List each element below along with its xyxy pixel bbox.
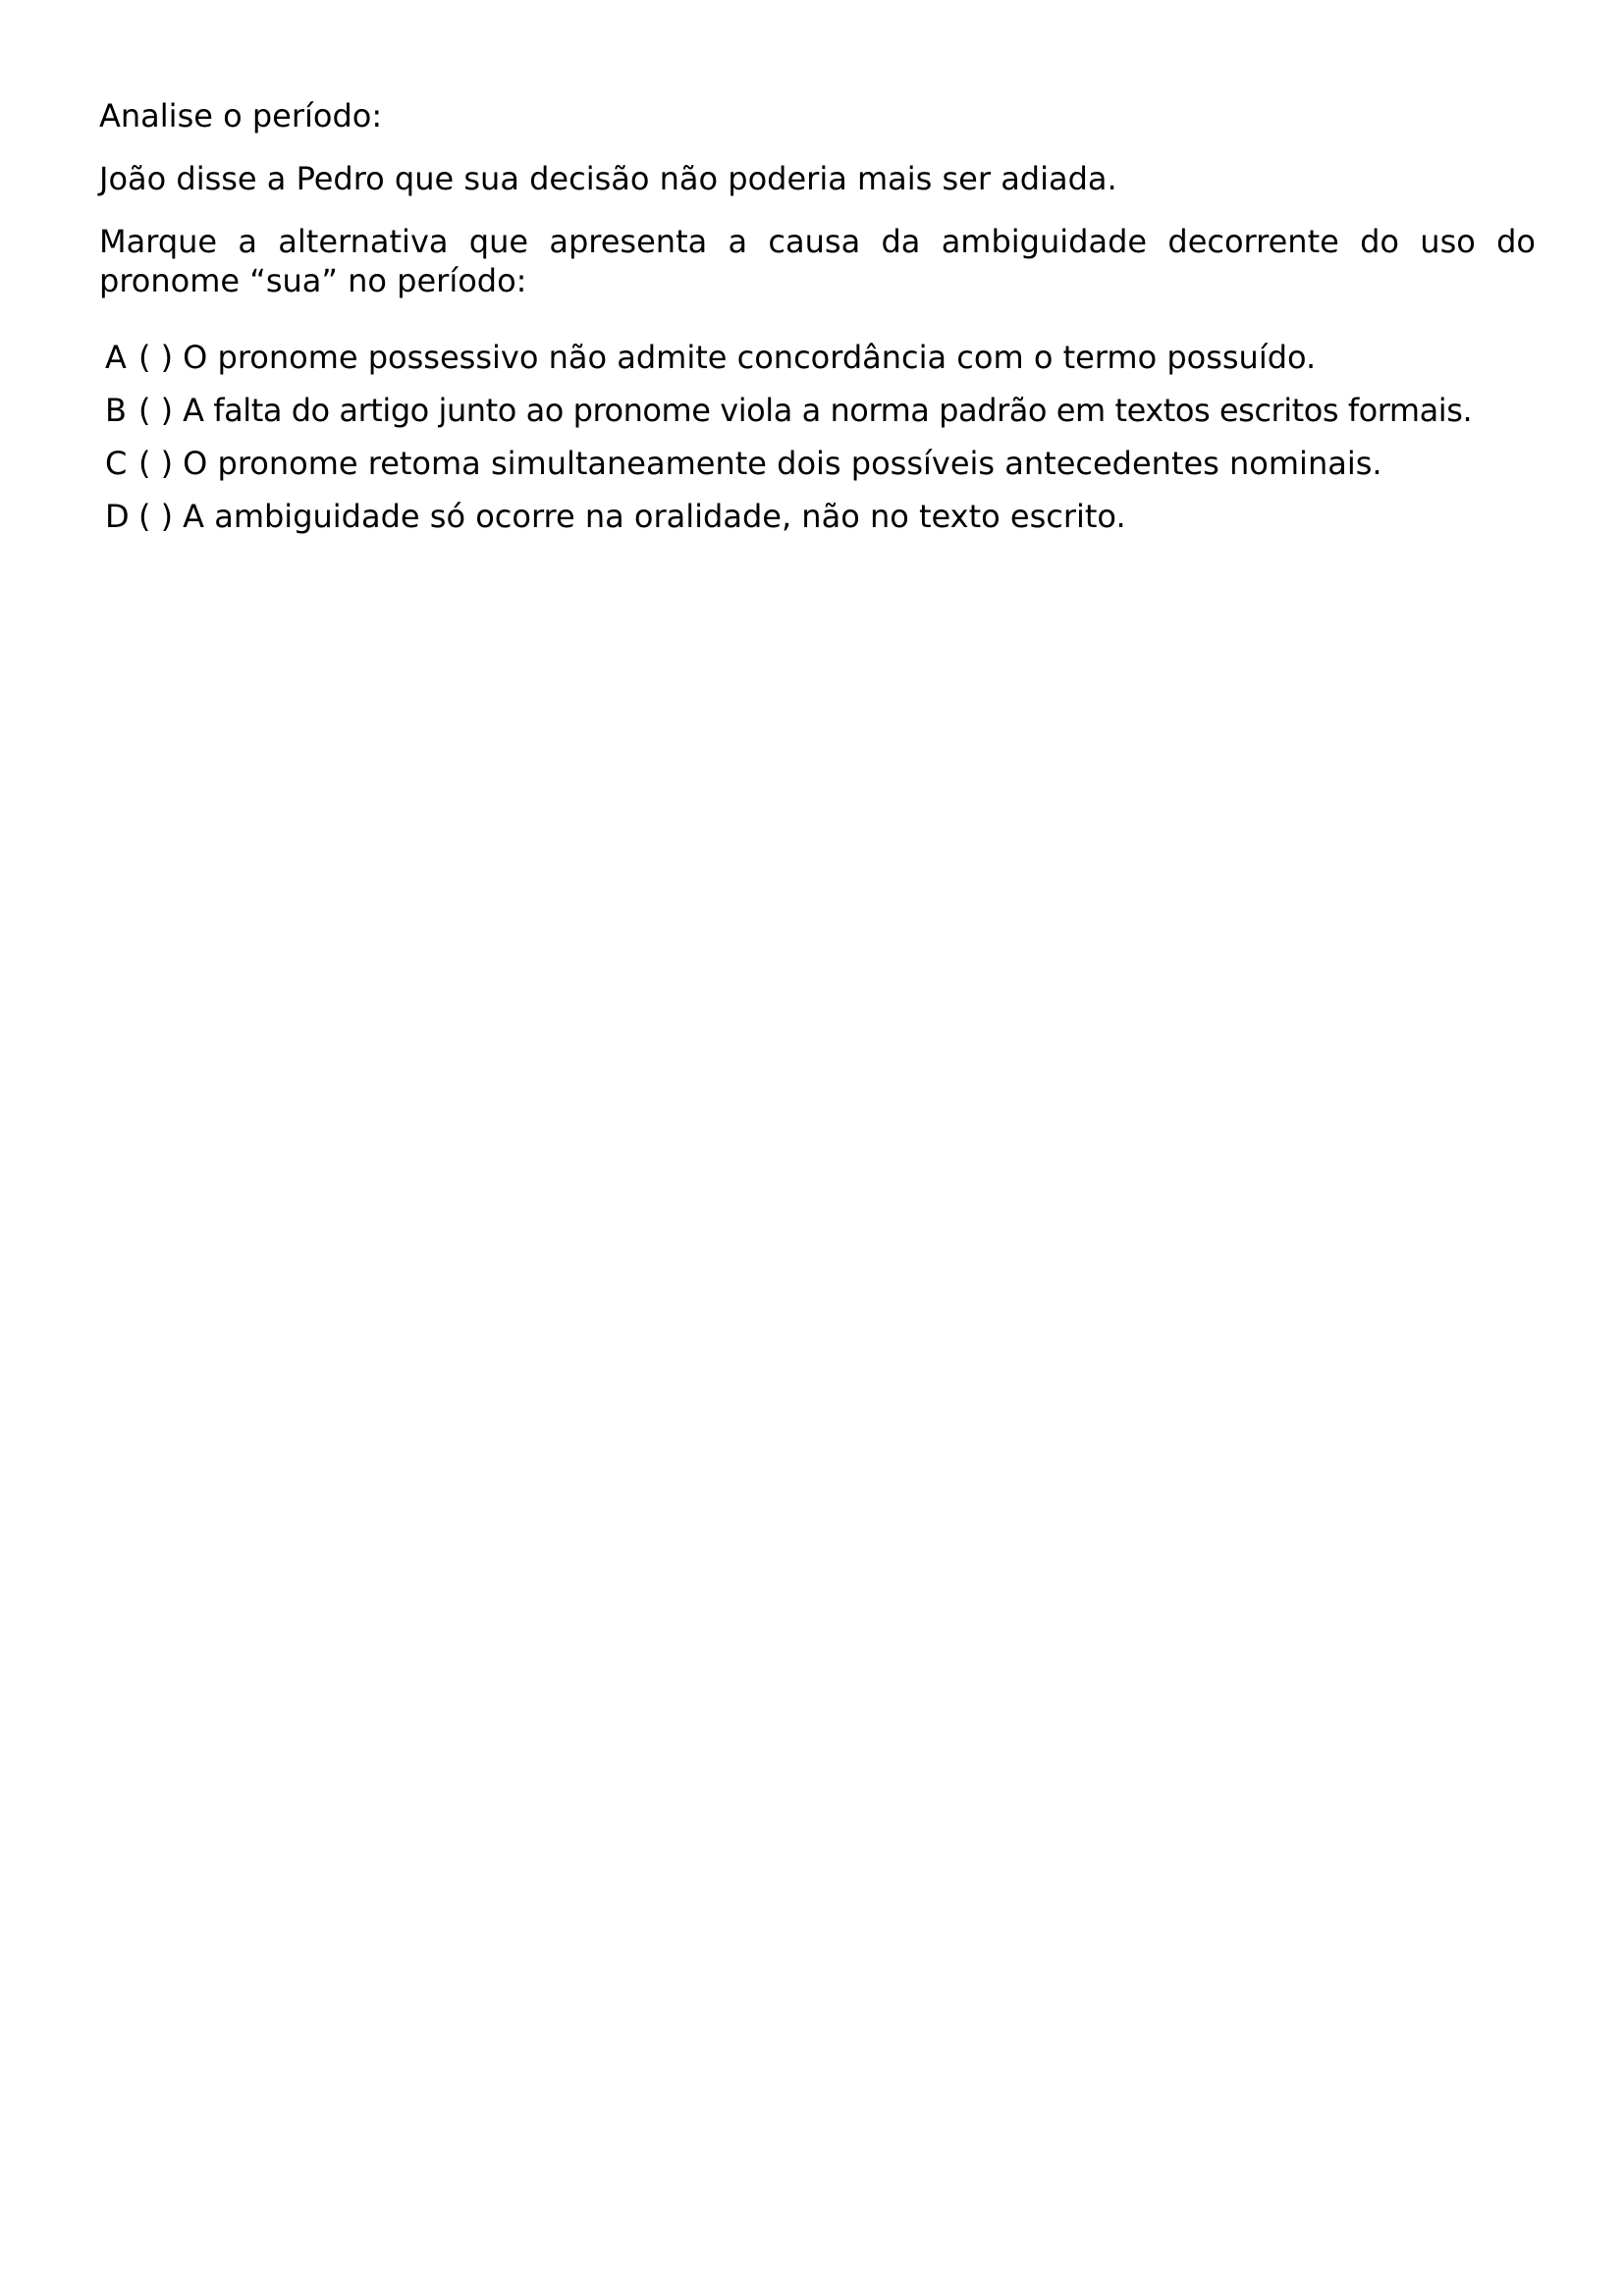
question-sentence: João disse a Pedro que sua decisão não poderia mais ser adiada. [99, 160, 1117, 197]
option-c[interactable] [99, 444, 1536, 483]
option-letter: B [105, 392, 127, 429]
question-intro: Analise o período: [99, 97, 383, 134]
option-text: A falta do artigo junto ao pronome viola a norma padrão em textos escritos formais. [183, 392, 1473, 429]
option-text: A ambiguidade só ocorre na oralidade, não no texto escrito. [183, 498, 1126, 535]
option-letter: C [105, 445, 128, 482]
option-checkbox[interactable]: ( ) [138, 392, 174, 429]
option-checkbox[interactable]: ( ) [138, 498, 174, 535]
option-text: O pronome possessivo não admite concordância com o termo possuído. [183, 339, 1317, 376]
option-b[interactable] [99, 391, 1536, 430]
answer-options [99, 338, 1536, 536]
question-page [99, 96, 1536, 552]
option-letter: A [105, 339, 127, 376]
option-checkbox[interactable]: ( ) [138, 339, 174, 376]
question-prompt: Marque a alternativa que apresenta a causa da ambiguidade decorrente do uso do pronome “sua” no período: [99, 223, 1536, 299]
option-d[interactable] [99, 497, 1536, 536]
option-letter: D [105, 498, 130, 535]
option-checkbox[interactable]: ( ) [138, 445, 174, 482]
option-a[interactable] [99, 338, 1536, 377]
option-text: O pronome retoma simultaneamente dois possíveis antecedentes nominais. [183, 445, 1382, 482]
